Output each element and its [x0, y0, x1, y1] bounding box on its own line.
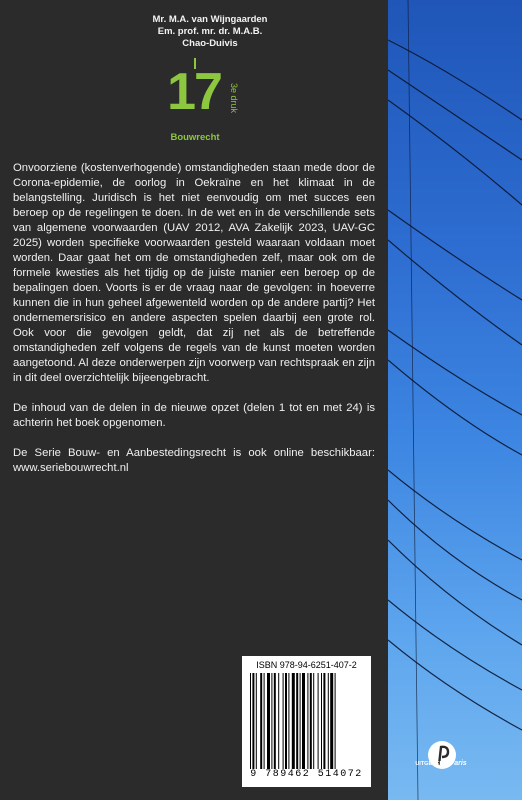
barcode-bar [330, 673, 333, 769]
power-lines-graphic [388, 0, 522, 800]
barcode-bar [264, 673, 265, 769]
author-block [110, 14, 310, 50]
barcode-bar [288, 673, 289, 769]
barcode-bar [300, 673, 301, 769]
barcode-bar [292, 673, 295, 769]
barcode-bar [328, 673, 329, 769]
barcode-bar [260, 673, 262, 769]
publisher-city: Paris [449, 760, 467, 767]
isbn-text: ISBN 978-94-6251-407-2 [256, 660, 357, 670]
volume-number: 17 [167, 63, 221, 121]
edition-label: 3e druk [229, 83, 239, 114]
barcode-bar [278, 673, 279, 769]
author-line-1: Mr. M.A. van Wijngaarden [152, 14, 268, 25]
barcode-bar [252, 673, 254, 769]
barcode-bar [307, 673, 308, 769]
publisher-logo-icon [418, 727, 466, 785]
blurb-paragraph-2: De inhoud van de delen in de nieuwe opzet (delen 1 tot en met 24) is achterin het boek opgenomen. [13, 402, 375, 429]
barcode-bar [283, 673, 284, 769]
barcode-number: 9 789462 514072 [250, 769, 363, 780]
publisher-line: UITGEVERIJ [415, 761, 449, 767]
blurb [13, 161, 375, 491]
barcode-bar [313, 673, 314, 769]
barcode-bar [256, 673, 257, 769]
barcode-bar [250, 673, 251, 769]
barcode-bars [248, 673, 365, 769]
barcode-bar [267, 673, 270, 769]
blurb-paragraph-1: Onvoorziene (kostenverhogende) omstandigheden staan mede door de Corona-epidemie, de oorlog in Oekraïne en het klimaat in de belangstelling. Juridisch is het niet eenvoudig om met succes een beroep op de regelingen te doen. In de wet en in de verschillende sets van algemene voorwaarden (UAV 2012, AVA Zakelijk 2023, UAV-GC 2025) worden specifieke voorwaarden gesteld waaraan voldaan moet worden. Daar gaat het om de omstandigheden zelf, maar ook om de formele kwesties als het tijdig op de juiste manier een beroep op de bepalingen doen. Voorts is er de vraag naar de gevolgen: in hoeverre kunnen die in hun geheel afgewenteld worden op de andere partij? Het ondernemersrisico en andere aspecten spelen daarbij een grote rol. Ook voor die gevolgen geldt, dat zij net als de betreffende omstandigheden zelf volgens de regels van de kunst moeten worden aangetoond. Al deze onderwerpen zijn voorwerp van rechtspraak en zijn in dit deel overzichtelijk bijeengebracht. [13, 162, 375, 384]
barcode-bar [285, 673, 287, 769]
barcode-bar [335, 673, 336, 769]
author-line-2: Em. prof. mr. dr. M.A.B. [157, 26, 263, 37]
barcode-box [242, 656, 371, 787]
barcode-bar [274, 673, 276, 769]
barcode-bar [323, 673, 325, 769]
series-label: Bouwrecht [170, 132, 220, 143]
barcode-bar [302, 673, 305, 769]
blurb-paragraph-3: De Serie Bouw- en Aanbestedingsrecht is ook online beschikbaar: www.seriebouwrecht.nl [13, 447, 375, 474]
sky-photo [388, 0, 522, 800]
author-line-3: Chao-Duivis [182, 38, 238, 49]
barcode-bar [321, 673, 322, 769]
barcode-bar [296, 673, 298, 769]
barcode-bar [271, 673, 272, 769]
barcode-bar [310, 673, 312, 769]
barcode-bar [318, 673, 319, 769]
publisher-name [411, 760, 471, 767]
